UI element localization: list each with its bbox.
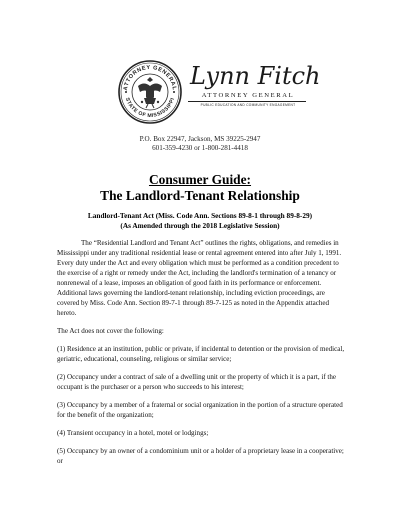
office-title: ATTORNEY GENERAL [201, 92, 295, 99]
svg-text:Lynn Fitch: Lynn Fitch [190, 62, 321, 90]
exclusion-item-2: (2) Occupancy under a contract of sale of a dwelling unit or the property of which it is a part, if the occupant is the purchaser or a person who succeeds to his interest; [57, 373, 337, 391]
address-line: P.O. Box 22947, Jackson, MS 39225-2947 [139, 135, 261, 143]
letterhead [118, 60, 321, 128]
svg-text:ATTORNEY GENERAL: ATTORNEY GENERAL [122, 64, 177, 91]
exclusion-item-5: (5) Occupancy by an owner of a condominium unit or a holder of a proprietary lease in a cooperative; or [57, 447, 344, 465]
document-title [0, 172, 400, 204]
letterhead-divider [188, 101, 306, 102]
title-line-1: Consumer Guide: [148, 172, 252, 187]
svg-text:STATE OF MISSISSIPPI: STATE OF MISSISSIPPI [123, 96, 177, 120]
exclusions-heading: The Act does not cover the following: [57, 327, 164, 335]
phone-line: 601-359-4230 or 1-800-281-4418 [152, 144, 248, 153]
division-name: PUBLIC EDUCATION AND COMMUNITY ENGAGEMENT [200, 103, 296, 107]
intro-paragraph: The “Residential Landlord and Tenant Act” outlines the rights, obligations, and remedies in Mississippi under any traditional residential lease or rental agreement entered into after July 1, 1991. Every duty under the Act and every obligation which must be performed as a condition precedent to the exercise of a right or remedy under the Act, including the landlord's termination of a tenancy or nonrenewal of a lease, imposes an obligation of good faith in its performance or enforcement. Additional laws governing the landlord-tenant relationship, including eviction proceedings, are covered by Miss. Code Ann. Section 89-7-1 through 89-7-125 as noted in the Appendix attached hereto. [57, 239, 342, 317]
exclusion-item-4: (4) Transient occupancy in a hotel, motel or lodgings; [57, 429, 209, 437]
signature-image [186, 62, 321, 90]
subhead-line-2: (As Amended through the 2018 Legislative Session) [120, 221, 280, 230]
exclusion-item-3: (3) Occupancy by a member of a fraternal or social organization in the portion of a structure operated for the benefit of the organization; [57, 401, 343, 419]
exclusion-item-1: (1) Residence at an institution, public or private, if incidental to detention or the provision of medical, geriatric, educational, counseling, religious or similar service; [57, 345, 345, 363]
state-seal-logo [118, 60, 182, 124]
document-body [57, 238, 347, 474]
office-address [0, 135, 400, 153]
subhead-line-1: Landlord-Tenant Act (Miss. Code Ann. Sections 89-8-1 through 89-8-29) [87, 211, 313, 220]
title-line-2: The Landlord-Tenant Relationship [100, 188, 300, 203]
act-subheading [0, 211, 400, 231]
